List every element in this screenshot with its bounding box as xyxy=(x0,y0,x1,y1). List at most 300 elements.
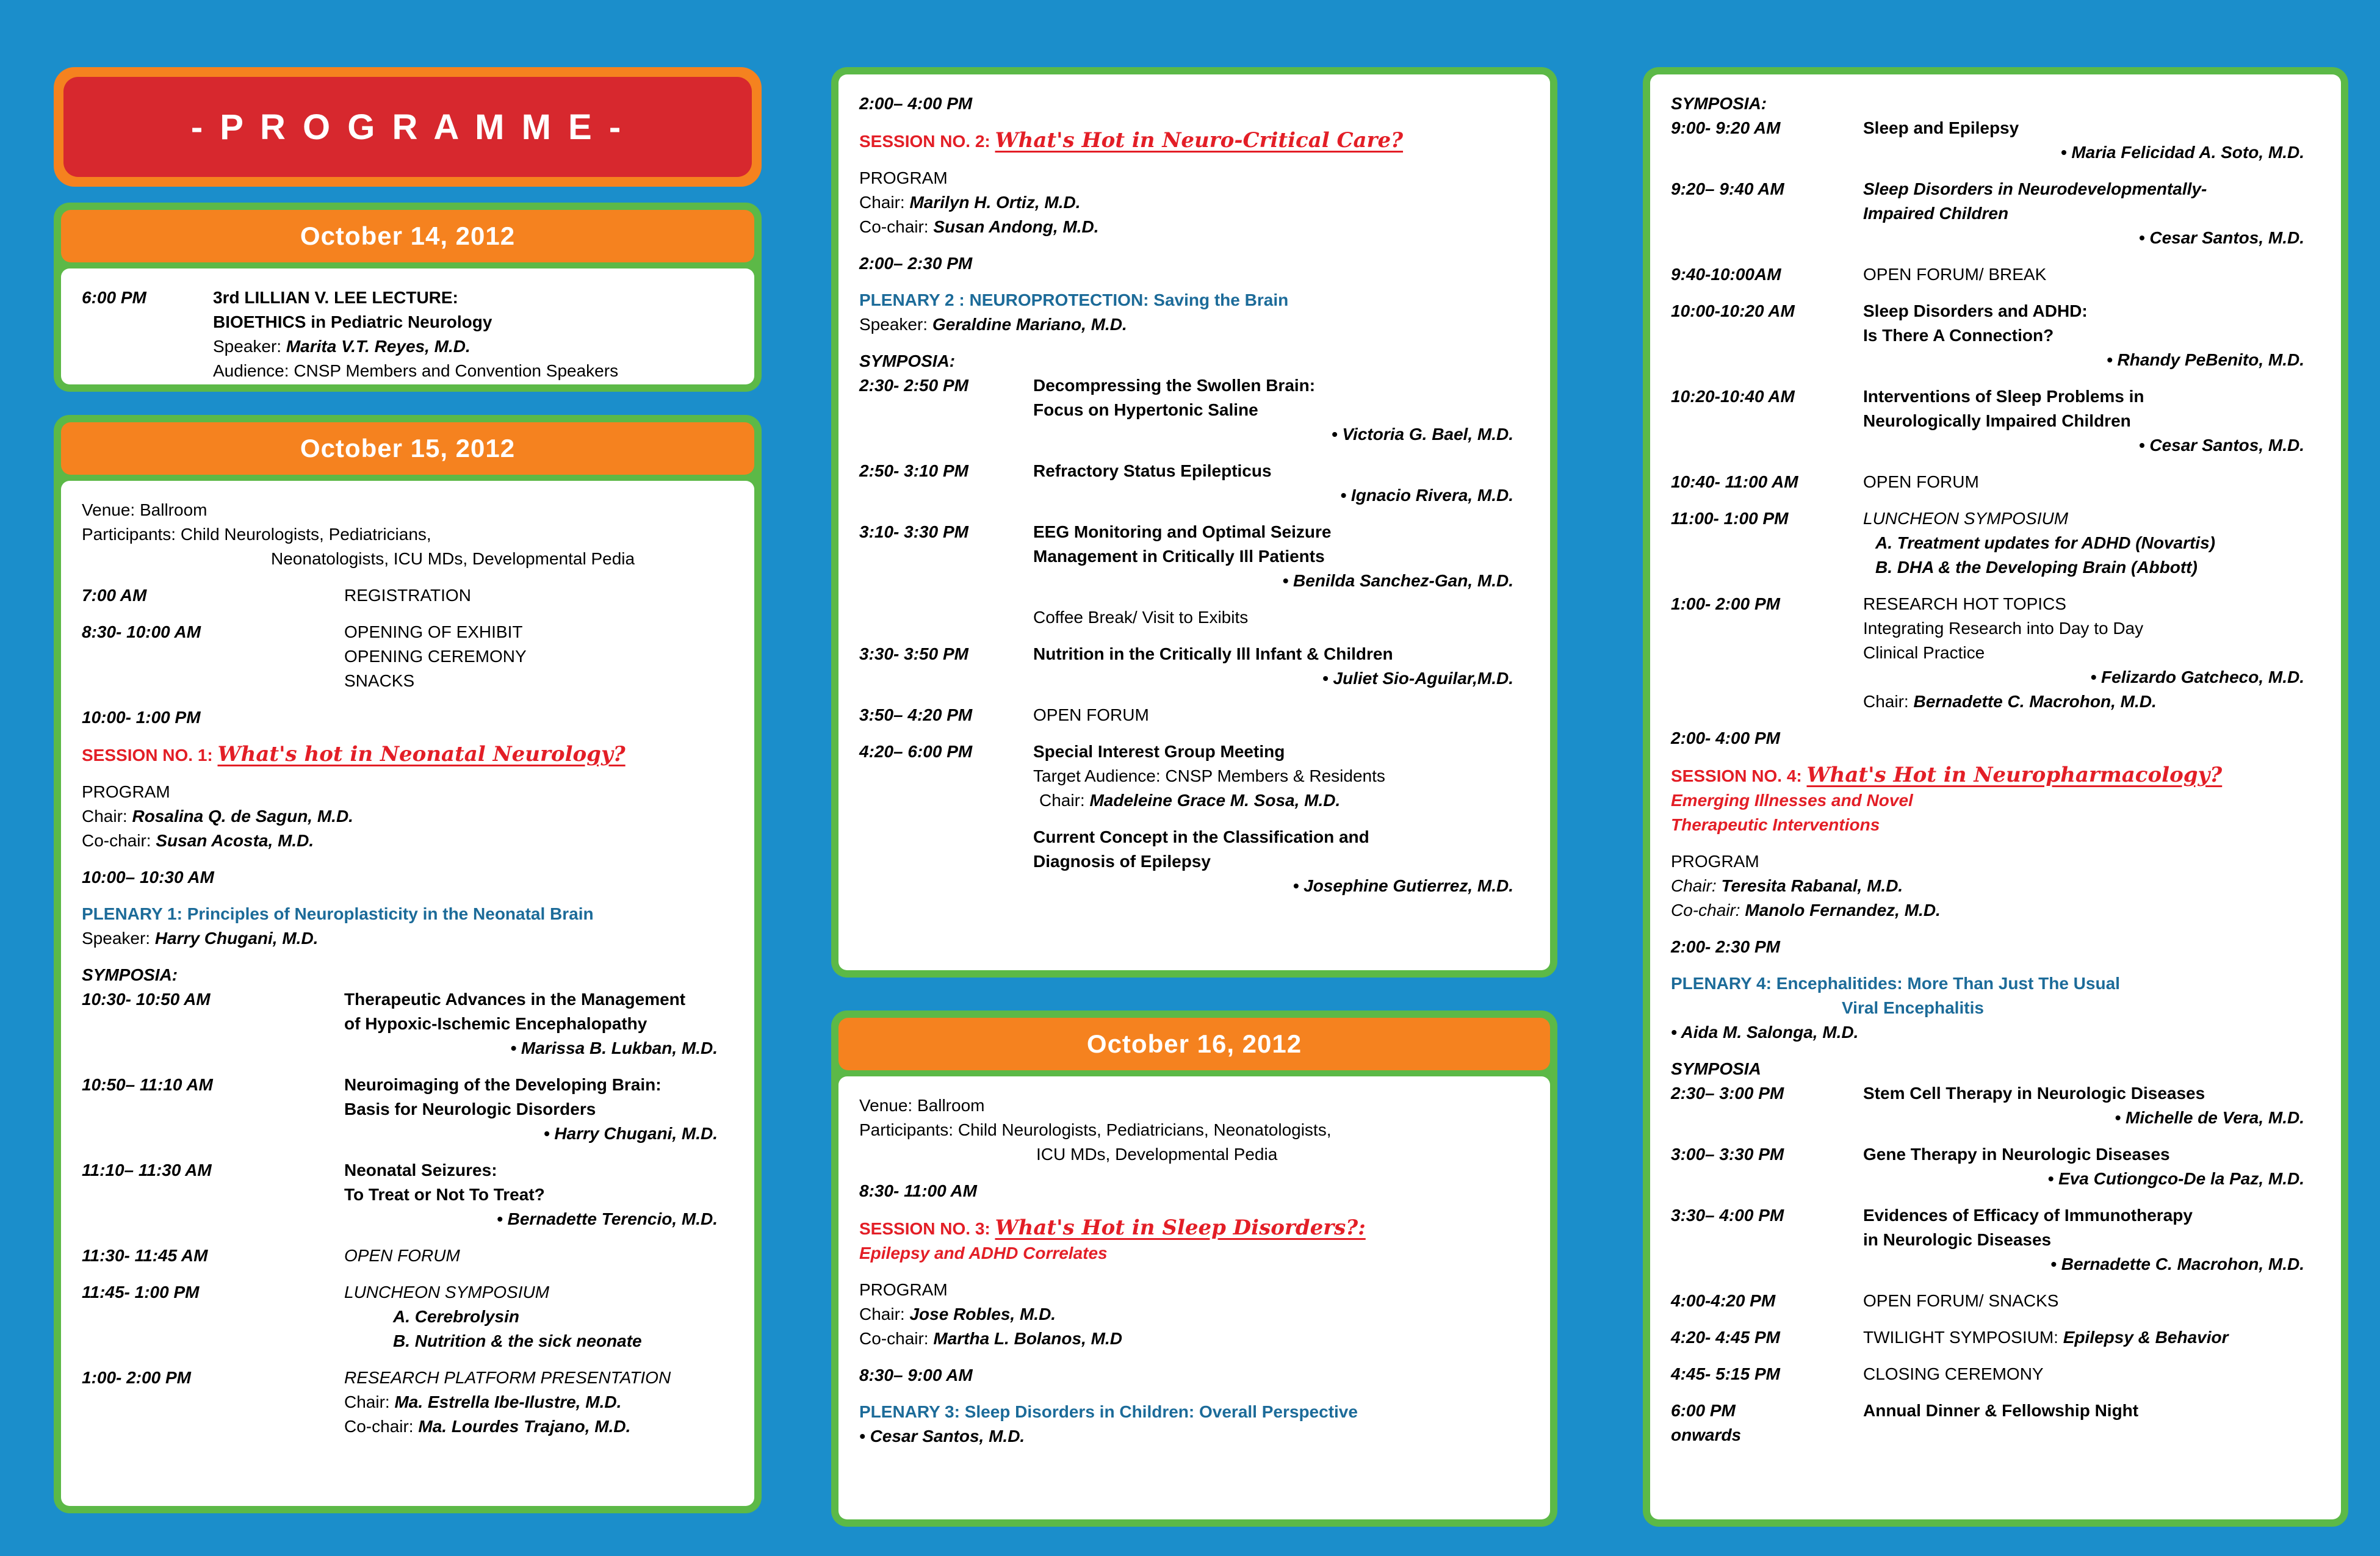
text-segment: • Felizardo Gatcheco, M.D. xyxy=(2090,668,2304,686)
spacer xyxy=(82,608,734,620)
text-segment: Manolo Fernandez, M.D. xyxy=(1745,901,1941,920)
desc-cell xyxy=(213,334,734,359)
text-segment: Chair: xyxy=(344,1392,395,1411)
time-cell: 2:00- 2:30 PM xyxy=(1671,937,1780,956)
time-cell: 8:30– 9:00 AM xyxy=(859,1366,973,1385)
text-segment: PROGRAM xyxy=(1671,852,1759,871)
desc-cell xyxy=(1033,483,1529,508)
desc-cell xyxy=(1863,409,2320,433)
desc-cell xyxy=(1863,1167,2320,1191)
panel-october-15-continued xyxy=(831,67,1557,978)
text-segment: OPEN FORUM/ BREAK xyxy=(1863,265,2047,284)
text-segment: Diagnosis of Epilepsy xyxy=(1033,852,1211,871)
desc-cell xyxy=(859,290,1288,309)
schedule-line xyxy=(82,1073,734,1097)
spacer xyxy=(859,508,1529,520)
text-segment: Sleep Disorders and ADHD: xyxy=(1863,301,2088,320)
desc-cell xyxy=(344,1097,734,1122)
desc-cell xyxy=(1863,299,2320,323)
desc-cell xyxy=(1033,849,1529,874)
spacer xyxy=(1671,751,2320,763)
desc-cell xyxy=(1863,1203,2320,1228)
schedule-line xyxy=(1671,299,2320,323)
spacer xyxy=(859,276,1529,288)
schedule-line xyxy=(1671,935,2320,959)
schedule-line xyxy=(859,128,1529,154)
desc-cell xyxy=(1863,470,2320,494)
time-cell xyxy=(82,1036,344,1061)
text-segment: • Marissa B. Lukban, M.D. xyxy=(510,1039,718,1057)
text-segment: Chair: xyxy=(1671,876,1722,895)
time-cell xyxy=(1671,323,1863,348)
spacer xyxy=(859,1203,1529,1216)
schedule-october-16 xyxy=(838,1076,1550,1461)
spacer xyxy=(1671,165,2320,177)
desc-cell xyxy=(859,1244,1108,1262)
desc-cell xyxy=(1671,94,1767,113)
time-cell: 1:00- 2:00 PM xyxy=(82,1368,191,1387)
desc-cell xyxy=(1033,569,1529,593)
desc-cell xyxy=(859,1305,1056,1324)
schedule-line xyxy=(859,605,1529,630)
time-cell xyxy=(1671,1252,1863,1277)
schedule-line xyxy=(859,642,1529,666)
text-segment: Speaker: xyxy=(82,929,155,948)
text-segment: Clinical Practice xyxy=(1863,643,1985,662)
text-segment: PLENARY 1: Principles of Neuroplasticity in the Neonatal Brain xyxy=(82,904,594,923)
schedule-line xyxy=(1671,433,2320,458)
text-segment: • Ignacio Rivera, M.D. xyxy=(1340,486,1513,505)
desc-cell xyxy=(1033,373,1529,398)
text-segment: Marilyn H. Ortiz, M.D. xyxy=(909,193,1081,212)
schedule-line xyxy=(859,312,1529,337)
text-segment: Neonatal Seizures: xyxy=(344,1161,497,1180)
desc-cell xyxy=(1033,398,1529,422)
spacer xyxy=(82,571,734,583)
schedule-line xyxy=(859,483,1529,508)
spacer xyxy=(82,1353,734,1366)
schedule-line xyxy=(859,398,1529,422)
schedule-line xyxy=(1671,177,2320,201)
time-cell: 4:20- 4:45 PM xyxy=(1671,1328,1780,1347)
text-segment: EEG Monitoring and Optimal Seizure xyxy=(1033,522,1332,541)
desc-cell xyxy=(1863,384,2320,409)
time-cell xyxy=(1671,433,1863,458)
desc-cell xyxy=(1863,592,2320,616)
schedule-line xyxy=(82,498,734,522)
spacer xyxy=(82,853,734,865)
schedule-line xyxy=(859,703,1529,727)
text-segment: Gene Therapy in Neurologic Diseases xyxy=(1863,1145,2170,1164)
schedule-line xyxy=(859,569,1529,593)
time-cell xyxy=(1671,1228,1863,1252)
text-segment: Harry Chugani, M.D. xyxy=(154,929,319,948)
desc-cell xyxy=(1671,998,1984,1017)
text-segment: Viral Encephalitis xyxy=(1842,998,1984,1017)
text-segment: Decompressing the Swollen Brain: xyxy=(1033,376,1316,395)
time-cell xyxy=(859,666,1033,691)
desc-cell xyxy=(1863,1325,2320,1350)
time-cell xyxy=(1671,409,1863,433)
desc-cell xyxy=(1042,1179,1529,1203)
text-segment: CLOSING CEREMONY xyxy=(1863,1364,2044,1383)
schedule-line xyxy=(1671,531,2320,555)
text-segment: PLENARY 2 : NEUROPROTECTION: Saving the Brain xyxy=(859,290,1289,309)
text-segment: Geraldine Mariano, M.D. xyxy=(932,315,1127,334)
time-cell xyxy=(82,644,344,669)
time-cell xyxy=(1671,531,1863,555)
spacer xyxy=(1671,923,2320,935)
text-segment: OPEN FORUM/ SNACKS xyxy=(1863,1291,2059,1310)
time-cell: 4:45- 5:15 PM xyxy=(1671,1364,1780,1383)
schedule-line xyxy=(1671,641,2320,665)
desc-cell xyxy=(82,965,178,984)
schedule-line xyxy=(82,644,734,669)
spacer xyxy=(1671,372,2320,384)
schedule-line xyxy=(1671,384,2320,409)
programme-title: - P R O G R A M M E - xyxy=(190,107,625,147)
desc-cell xyxy=(859,351,955,370)
spacer xyxy=(1671,580,2320,592)
date-banner-october-16 xyxy=(838,1018,1550,1070)
schedule-line xyxy=(82,705,734,730)
text-segment: TWILIGHT SYMPOSIUM: xyxy=(1863,1328,2063,1347)
desc-cell xyxy=(1863,555,2320,580)
text-segment: Neuroimaging of the Developing Brain: xyxy=(344,1075,662,1094)
text-segment: Epilepsy & Behavior xyxy=(2063,1328,2229,1347)
spacer xyxy=(859,447,1529,459)
schedule-line xyxy=(859,544,1529,569)
time-cell xyxy=(82,334,213,359)
desc-cell xyxy=(1863,531,2320,555)
schedule-line xyxy=(859,459,1529,483)
desc-cell xyxy=(1033,642,1529,666)
desc-cell xyxy=(1863,226,2320,250)
text-segment: • Maria Felicidad A. Soto, M.D. xyxy=(2060,143,2304,162)
schedule-line xyxy=(859,874,1529,898)
time-cell: 3:50– 4:20 PM xyxy=(859,705,973,724)
text-segment: Ma. Lourdes Trajano, M.D. xyxy=(418,1417,631,1436)
time-cell xyxy=(859,422,1033,447)
programme-title-inner xyxy=(63,77,752,177)
desc-cell xyxy=(82,782,170,801)
schedule-line xyxy=(82,1122,734,1146)
schedule-october-15-afternoon xyxy=(838,74,1550,910)
schedule-line xyxy=(82,865,734,890)
time-cell: 4:20– 6:00 PM xyxy=(859,742,973,761)
desc-cell xyxy=(1863,506,2320,531)
spacer xyxy=(82,730,734,742)
time-cell: 10:50– 11:10 AM xyxy=(82,1075,213,1094)
time-cell: 10:40- 11:00 AM xyxy=(1671,472,1798,491)
desc-cell xyxy=(1863,1289,2320,1313)
desc-cell xyxy=(1671,876,1903,895)
desc-cell xyxy=(1863,201,2320,226)
time-cell: 2:30– 3:00 PM xyxy=(1671,1084,1784,1103)
desc-cell xyxy=(1863,616,2320,641)
text-segment: Special Interest Group Meeting xyxy=(1033,742,1285,761)
spacer xyxy=(82,890,734,902)
text-segment: Nutrition in the Critically Ill Infant & Children xyxy=(1033,644,1393,663)
schedule-line xyxy=(1671,616,2320,641)
time-cell: 10:00-10:20 AM xyxy=(1671,301,1795,320)
spacer xyxy=(859,1266,1529,1278)
time-cell: 6:00 PM xyxy=(1671,1401,1736,1420)
schedule-line xyxy=(859,520,1529,544)
schedule-line xyxy=(859,740,1529,764)
schedule-line xyxy=(859,1093,1529,1118)
desc-cell xyxy=(344,1244,734,1268)
schedule-line xyxy=(859,1118,1529,1142)
text-segment: OPEN FORUM xyxy=(1033,705,1149,724)
text-segment: Annual Dinner & Fellowship Night xyxy=(1863,1401,2139,1420)
schedule-line xyxy=(859,849,1529,874)
schedule-line xyxy=(82,1158,734,1183)
text-segment: B. Nutrition & the sick neonate xyxy=(393,1331,642,1350)
desc-cell xyxy=(344,1305,734,1329)
desc-cell xyxy=(82,742,626,766)
text-segment: Speaker: xyxy=(859,315,932,334)
text-segment: • Cesar Santos, M.D. xyxy=(2138,228,2304,247)
time-cell xyxy=(1671,1167,1863,1191)
time-cell: 1:00- 2:00 PM xyxy=(1671,594,1780,613)
schedule-line xyxy=(82,1207,734,1231)
text-segment: B. DHA & the Developing Brain (Abbott) xyxy=(1875,558,2198,577)
time-cell xyxy=(82,1183,344,1207)
text-segment: • Bernadette Terencio, M.D. xyxy=(497,1209,718,1228)
text-segment: Target Audience: CNSP Members & Residents xyxy=(1033,766,1385,785)
desc-cell xyxy=(1863,348,2320,372)
panel-october-15 xyxy=(54,415,762,1513)
text-segment: What's Hot in Sleep Disorders?: xyxy=(995,1216,1366,1240)
text-segment: PROGRAM xyxy=(859,1280,948,1299)
schedule-line xyxy=(859,288,1529,312)
desc-cell xyxy=(859,1280,948,1299)
schedule-line xyxy=(82,926,734,951)
text-segment: Therapeutic Advances in the Management xyxy=(344,990,686,1009)
time-cell: 10:00- 1:00 PM xyxy=(82,708,201,727)
schedule-line xyxy=(1671,262,2320,287)
desc-cell xyxy=(1033,764,1529,788)
schedule-line xyxy=(1671,1142,2320,1167)
text-segment: Is There A Connection? xyxy=(1863,326,2054,345)
text-segment: Co-chair: xyxy=(82,831,156,850)
text-segment: Rosalina Q. de Sagun, M.D. xyxy=(132,807,353,826)
text-segment: SESSION NO. 2: xyxy=(859,132,995,151)
time-cell xyxy=(1671,641,1863,665)
desc-cell xyxy=(1033,459,1529,483)
spacer xyxy=(1671,458,2320,470)
text-segment: Management in Critically Ill Patients xyxy=(1033,547,1325,566)
desc-cell xyxy=(82,500,207,519)
text-segment: Susan Acosta, M.D. xyxy=(156,831,314,850)
desc-cell xyxy=(1863,665,2320,690)
text-segment: Impaired Children xyxy=(1863,204,2009,223)
time-cell xyxy=(82,1012,344,1036)
desc-cell xyxy=(344,1207,734,1231)
spacer xyxy=(859,154,1529,166)
text-segment: Interventions of Sleep Problems in xyxy=(1863,387,2144,406)
spacer xyxy=(859,239,1529,251)
time-cell xyxy=(859,483,1033,508)
desc-cell xyxy=(1863,641,2320,665)
text-segment: Bernadette C. Macrohon, M.D. xyxy=(1913,692,2157,711)
text-segment: SESSION NO. 4: xyxy=(1671,766,1807,785)
spacer xyxy=(859,1388,1529,1400)
desc-cell xyxy=(1671,852,1759,871)
text-segment: • Aida M. Salonga, M.D. xyxy=(1671,1023,1859,1042)
desc-cell xyxy=(1863,1106,2320,1130)
desc-cell xyxy=(1863,935,2320,959)
desc-cell xyxy=(344,583,734,608)
schedule-line xyxy=(1671,1167,2320,1191)
spacer xyxy=(1671,287,2320,299)
desc-cell xyxy=(344,1073,734,1097)
desc-cell xyxy=(1863,177,2320,201)
schedule-line xyxy=(1671,971,2320,996)
schedule-line xyxy=(859,166,1529,190)
spacer xyxy=(82,1146,734,1158)
text-segment: Basis for Neurologic Disorders xyxy=(344,1100,596,1118)
text-segment: • Eva Cutiongco-De la Paz, M.D. xyxy=(2047,1169,2304,1188)
text-segment: OPENING OF EXHIBIT xyxy=(344,622,523,641)
time-cell xyxy=(82,310,213,334)
time-cell: 9:40-10:00AM xyxy=(1671,265,1781,284)
desc-cell xyxy=(1033,520,1529,544)
spacer xyxy=(1671,1386,2320,1399)
schedule-line xyxy=(82,522,734,547)
schedule-line xyxy=(859,251,1529,276)
schedule-line xyxy=(1671,763,2320,788)
panel-october-16 xyxy=(831,1010,1557,1527)
panel-body-october-16-continued xyxy=(1650,74,2341,1519)
time-cell: 3:10- 3:30 PM xyxy=(859,522,968,541)
schedule-line xyxy=(82,669,734,693)
time-cell: 2:30- 2:50 PM xyxy=(859,376,968,395)
desc-cell xyxy=(859,128,1404,153)
text-segment: • Michelle de Vera, M.D. xyxy=(2115,1108,2304,1127)
schedule-line xyxy=(1671,555,2320,580)
text-segment: Co-chair: xyxy=(1671,901,1745,920)
text-segment: PROGRAM xyxy=(859,168,948,187)
text-segment: • Benilda Sanchez-Gan, M.D. xyxy=(1282,571,1513,590)
spacer xyxy=(859,337,1529,349)
schedule-line xyxy=(859,1302,1529,1327)
desc-cell xyxy=(344,1280,734,1305)
time-cell xyxy=(82,1414,344,1439)
panel-body-october-15 xyxy=(61,481,754,1506)
text-segment: SNACKS xyxy=(344,671,415,690)
time-cell xyxy=(859,569,1033,593)
text-segment: • Cesar Santos, M.D. xyxy=(859,1427,1025,1446)
desc-cell xyxy=(859,168,948,187)
time-cell xyxy=(82,669,344,693)
time-cell xyxy=(859,544,1033,569)
schedule-line xyxy=(1671,201,2320,226)
text-segment: Evidences of Efficacy of Immunotherapy xyxy=(1863,1206,2193,1225)
schedule-line xyxy=(82,1329,734,1353)
schedule-line xyxy=(1671,1106,2320,1130)
schedule-line xyxy=(82,1305,734,1329)
schedule-line xyxy=(1671,506,2320,531)
schedule-line xyxy=(82,987,734,1012)
time-cell xyxy=(1671,226,1863,250)
spacer xyxy=(1671,1191,2320,1203)
text-segment: BIOETHICS in Pediatric Neurology xyxy=(213,312,492,331)
schedule-line xyxy=(1671,690,2320,714)
text-segment: • Josephine Gutierrez, M.D. xyxy=(1293,876,1513,895)
desc-cell xyxy=(1033,605,1529,630)
desc-cell xyxy=(1863,140,2320,165)
desc-cell xyxy=(1863,262,2320,287)
time-cell: 10:00– 10:30 AM xyxy=(82,868,214,887)
schedule-october-16-continued xyxy=(1650,74,2341,1460)
schedule-line xyxy=(82,334,734,359)
time-cell: 2:00– 2:30 PM xyxy=(859,254,973,273)
time-cell xyxy=(859,849,1033,874)
desc-cell xyxy=(1863,1399,2320,1423)
schedule-line xyxy=(82,804,734,829)
desc-cell xyxy=(344,620,734,644)
schedule-line xyxy=(1671,116,2320,140)
text-segment: LUNCHEON SYMPOSIUM xyxy=(344,1283,550,1302)
schedule-line xyxy=(1671,849,2320,874)
spacer xyxy=(1671,1350,2320,1362)
schedule-line xyxy=(1671,592,2320,616)
text-segment: • Juliet Sio-Aguilar,M.D. xyxy=(1322,669,1513,688)
desc-cell xyxy=(859,1145,1277,1164)
spacer xyxy=(82,1231,734,1244)
desc-cell xyxy=(213,359,734,383)
desc-cell xyxy=(82,807,353,826)
text-segment: OPEN FORUM xyxy=(1863,472,1979,491)
text-segment: • Cesar Santos, M.D. xyxy=(2138,436,2304,455)
time-cell xyxy=(859,825,1033,849)
text-segment: • Harry Chugani, M.D. xyxy=(543,1124,718,1143)
schedule-line xyxy=(1671,1399,2320,1423)
desc-cell xyxy=(1671,791,1913,810)
desc-cell xyxy=(344,1036,734,1061)
time-cell xyxy=(82,1122,344,1146)
desc-cell xyxy=(1863,1362,2320,1386)
schedule-line xyxy=(82,1012,734,1036)
text-segment: Ma. Estrella Ibe-Ilustre, M.D. xyxy=(394,1392,622,1411)
text-segment: Venue: Ballroom xyxy=(859,1096,985,1115)
spacer xyxy=(1671,837,2320,849)
text-segment: Chair: xyxy=(1863,692,1914,711)
desc-cell xyxy=(1033,92,1529,116)
text-segment: A. Cerebrolysin xyxy=(393,1307,519,1326)
desc-cell xyxy=(859,1402,1358,1421)
schedule-line xyxy=(1671,140,2320,165)
schedule-line xyxy=(1671,665,2320,690)
schedule-line xyxy=(1671,1289,2320,1313)
desc-cell xyxy=(1033,703,1529,727)
schedule-october-14 xyxy=(61,268,754,384)
desc-cell xyxy=(1863,1228,2320,1252)
schedule-line xyxy=(1671,898,2320,923)
time-cell xyxy=(82,1097,344,1122)
time-cell xyxy=(1671,690,1863,714)
desc-cell xyxy=(213,286,734,310)
text-segment: 3rd LILLIAN V. LEE LECTURE: xyxy=(213,288,458,307)
time-cell xyxy=(859,874,1033,898)
spacer xyxy=(82,768,734,780)
spacer xyxy=(82,1268,734,1280)
text-segment: Focus on Hypertonic Saline xyxy=(1033,400,1258,419)
time-cell: onwards xyxy=(1671,1425,1742,1444)
desc-cell xyxy=(1671,1059,1761,1078)
